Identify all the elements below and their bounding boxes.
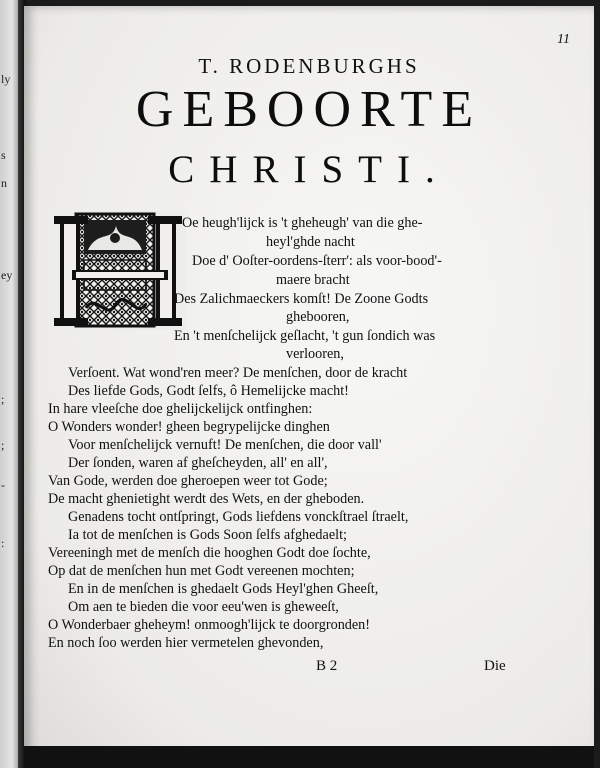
page-bottom-edge bbox=[24, 746, 594, 768]
margin-mark: s bbox=[1, 148, 6, 162]
poem-line: Oe heugh'lijck is 't gheheugh' van die ghe- bbox=[182, 215, 423, 231]
margin-mark: n bbox=[1, 176, 7, 190]
title-line-1: GEBOORTE bbox=[135, 81, 483, 138]
poem-line: verlooren, bbox=[286, 346, 344, 362]
margin-mark: - bbox=[1, 478, 5, 492]
poem-line: En noch ſoo werden hier vermetelen ghevonden, bbox=[48, 635, 324, 651]
poem-line: ghebooren, bbox=[286, 309, 350, 325]
margin-mark: ly bbox=[1, 72, 11, 86]
page-number: 11 bbox=[557, 32, 570, 47]
poem-line: Ia tot de menſchen is Gods Soon ſelfs afghedaelt; bbox=[68, 527, 347, 543]
poem-line: De macht ghenietight werdt des Wets, en der gheboden. bbox=[48, 491, 365, 507]
running-title: T. RODENBURGHS bbox=[198, 54, 420, 78]
poem-line: O Wonderbaer gheheym! onmoogh'lijck te doorgronden! bbox=[48, 617, 370, 633]
poem-line: Om aen te bieden die voor eeu'wen is gheweeſt, bbox=[68, 599, 339, 615]
poem-line: Vereeningh met de menſch die hooghen Godt doe ſochte, bbox=[48, 545, 371, 561]
poem-line: maere bracht bbox=[276, 272, 350, 288]
catchword: Die bbox=[484, 658, 506, 674]
poem-line: Der ſonden, waren af gheſcheyden, all' en all', bbox=[68, 455, 328, 471]
poem-line: Van Gode, werden doe gheroepen weer tot Gode; bbox=[48, 473, 328, 489]
title-line-2: CHRISTI. bbox=[168, 148, 450, 191]
poem-line: O Wonders wonder! gheen begrypelijcke dinghen bbox=[48, 419, 330, 435]
ornamental-initial-h-icon bbox=[54, 212, 186, 330]
facing-page-edge bbox=[0, 0, 20, 768]
signature-mark: B 2 bbox=[316, 658, 338, 674]
book-page bbox=[24, 6, 594, 758]
poem-line: Op dat de menſchen hun met Godt vereenen mochten; bbox=[48, 563, 355, 579]
margin-mark: ey bbox=[1, 268, 13, 282]
poem-line: Des liefde Gods, Godt ſelfs, ô Hemelijcke macht! bbox=[68, 383, 349, 399]
poem-line: Doe d' Ooſter-oordens-ſterr': als voor-bood'- bbox=[192, 253, 442, 269]
poem-line: heyl'ghde nacht bbox=[266, 234, 355, 250]
poem-line: En 't menſchelijck geſlacht, 't gun ſondich was bbox=[174, 328, 436, 344]
poem-line: In hare vleeſche doe ghelijckelijck ontfinghen: bbox=[48, 401, 313, 417]
poem-line: En in de menſchen is ghedaelt Gods Heyl'ghen Gheeſt, bbox=[68, 581, 379, 597]
poem-line: Verſoent. Wat wond'ren meer? De menſchen, door de kracht bbox=[68, 365, 408, 381]
poem-line: Des Zalichmaeckers komſt! De Zoone Godts bbox=[174, 291, 429, 307]
margin-mark: ; bbox=[1, 438, 5, 452]
margin-mark: : bbox=[1, 536, 5, 550]
margin-mark: ; bbox=[1, 392, 5, 406]
poem-line: Voor menſchelijck vernuft! De menſchen, die door vall' bbox=[68, 437, 382, 453]
poem-line: Genadens tocht ontſpringt, Gods liefdens vonckſtrael ſtraelt, bbox=[68, 509, 409, 525]
